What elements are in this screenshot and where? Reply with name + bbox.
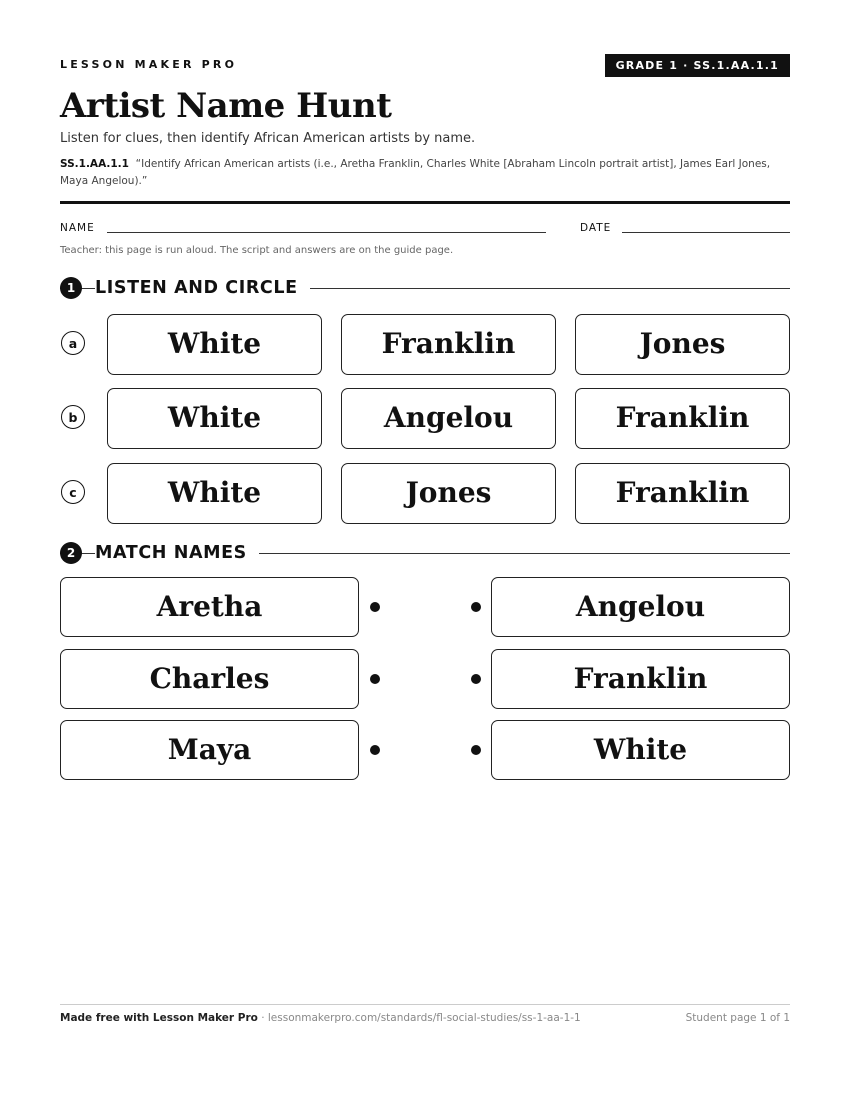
match-left-dot[interactable]: [370, 674, 380, 684]
match-right-box: White: [491, 720, 790, 780]
choice-box[interactable]: Angelou: [341, 388, 556, 449]
standard-description: [60, 156, 790, 190]
choice-box[interactable]: White: [107, 463, 322, 524]
name-label: NAME: [60, 222, 95, 234]
circle-row-b: [60, 388, 790, 450]
section-number: 2: [60, 542, 82, 564]
section-listen-and-circle: [60, 277, 790, 301]
footer-made-by: Made free with Lesson Maker Pro: [60, 1012, 258, 1024]
match-left-dot[interactable]: [370, 602, 380, 612]
choice-box[interactable]: Franklin: [575, 388, 790, 449]
page-title: Artist Name Hunt: [60, 86, 392, 126]
footer-url[interactable]: · lessonmakerpro.com/standards/fl-social-studies/ss-1-aa-1-1: [257, 1012, 581, 1024]
match-right-dot[interactable]: [471, 745, 481, 755]
date-field[interactable]: [622, 232, 790, 233]
match-right-dot[interactable]: [471, 602, 481, 612]
match-left-dot[interactable]: [370, 745, 380, 755]
match-row: [60, 720, 790, 780]
teacher-note: Teacher: this page is run aloud. The script and answers are on the guide page.: [60, 245, 454, 256]
choice-box[interactable]: Jones: [575, 314, 790, 375]
row-letter: c: [61, 480, 85, 504]
date-label: DATE: [580, 222, 612, 234]
section-match-names: [60, 542, 790, 566]
choice-box[interactable]: White: [107, 314, 322, 375]
choice-box[interactable]: White: [107, 388, 322, 449]
circle-row-c: [60, 463, 790, 525]
match-left-box: Maya: [60, 720, 359, 780]
standard-code: SS.1.AA.1.1: [60, 158, 129, 170]
match-right-box: Angelou: [491, 577, 790, 637]
circle-row-a: [60, 314, 790, 376]
match-right-dot[interactable]: [471, 674, 481, 684]
match-row: [60, 577, 790, 637]
worksheet-page: [60, 0, 790, 1100]
choice-box[interactable]: Franklin: [341, 314, 556, 375]
row-letter: a: [61, 331, 85, 355]
section-number: 1: [60, 277, 82, 299]
brand-name: LESSON MAKER PRO: [60, 58, 238, 71]
page-subtitle: Listen for clues, then identify African American artists by name.: [60, 131, 476, 146]
name-field[interactable]: [107, 232, 546, 233]
section-title: MATCH NAMES: [95, 542, 259, 564]
standard-text: “Identify African American artists (i.e., Aretha Franklin, Charles White [Abraham Lincoln portrait artist], James Earl Jones, Maya Angelou).”: [60, 158, 771, 187]
section-title: LISTEN AND CIRCLE: [95, 277, 310, 299]
match-row: [60, 649, 790, 709]
choice-box[interactable]: Franklin: [575, 463, 790, 524]
top-bar: [60, 57, 790, 79]
choice-box[interactable]: Jones: [341, 463, 556, 524]
match-left-box: Aretha: [60, 577, 359, 637]
match-left-box: Charles: [60, 649, 359, 709]
grade-badge: GRADE 1 · SS.1.AA.1.1: [605, 54, 790, 77]
footer-divider: [60, 1004, 790, 1005]
footer-credit: [60, 1012, 581, 1024]
footer-page-number: Student page 1 of 1: [685, 1012, 790, 1024]
match-right-box: Franklin: [491, 649, 790, 709]
row-letter: b: [61, 405, 85, 429]
header-divider: [60, 201, 790, 204]
